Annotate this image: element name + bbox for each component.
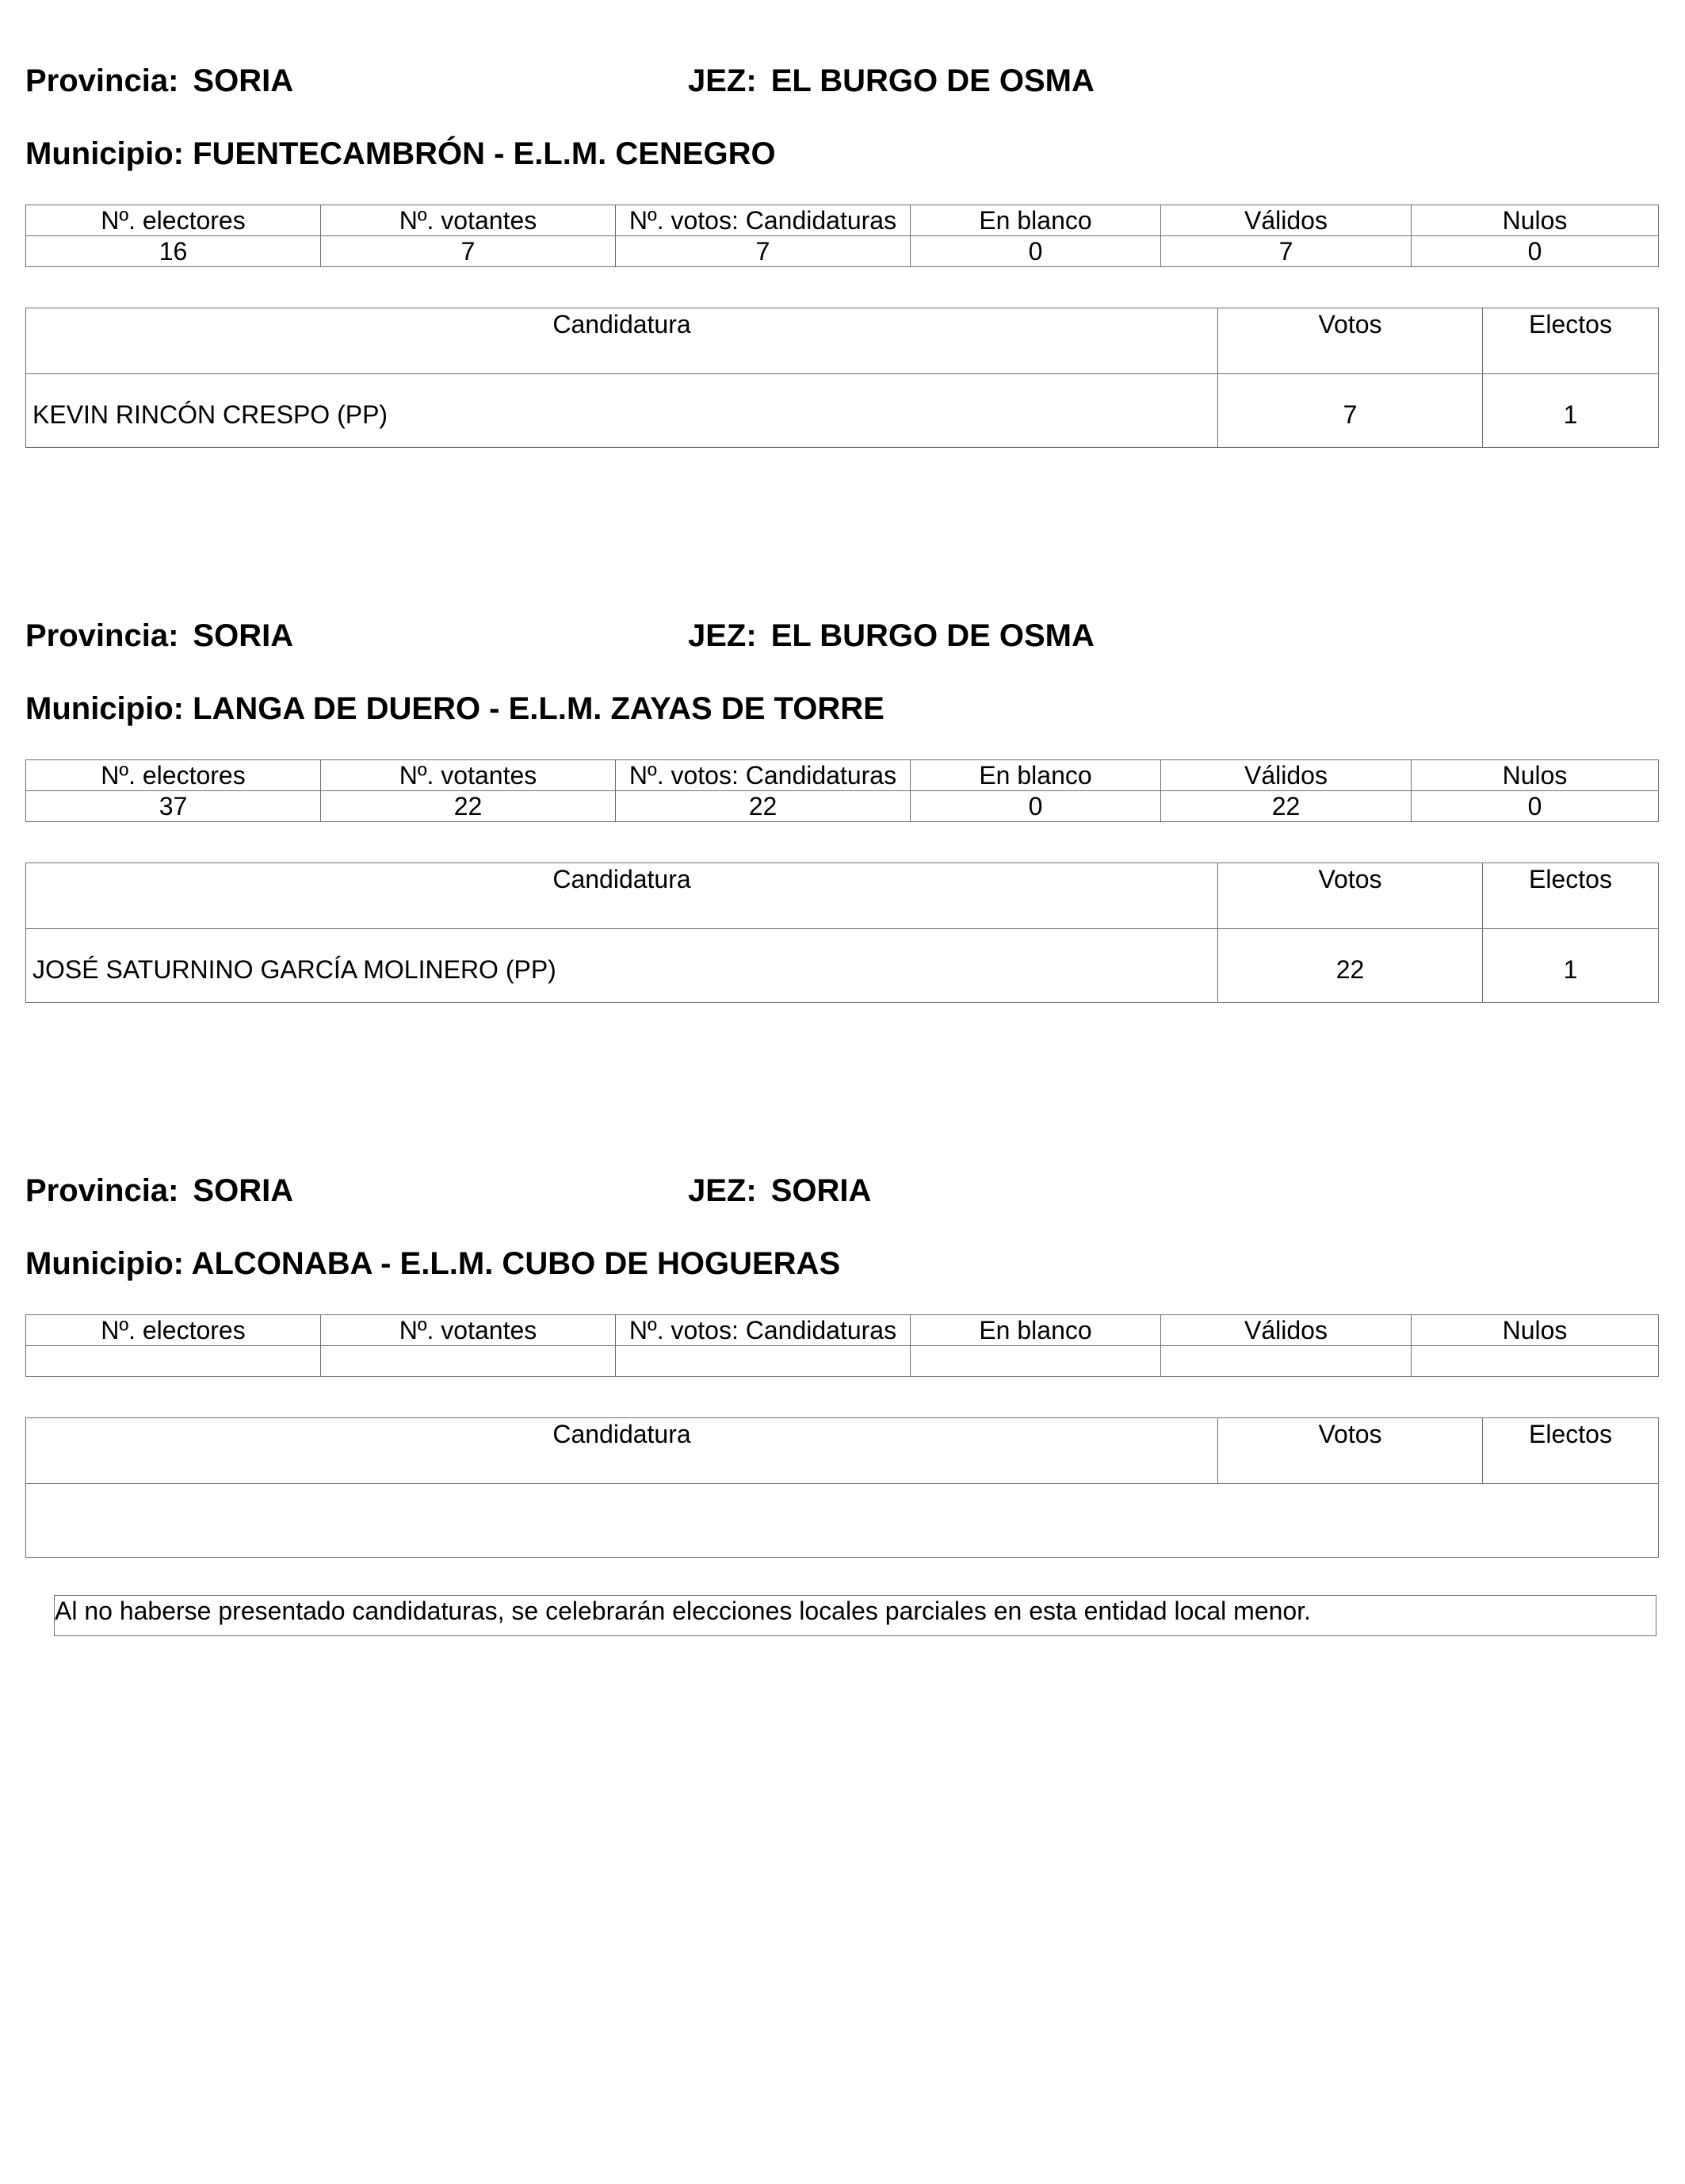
- candidate-votos: 22: [1218, 929, 1483, 1003]
- candidate-votos: 7: [1218, 374, 1483, 448]
- stats-header-electores: Nº. electores: [26, 205, 321, 236]
- stats-validos: 7: [1161, 236, 1412, 267]
- stats-header-votos-candidaturas: Nº. votos: Candidaturas: [616, 1315, 911, 1346]
- votos-header: Votos: [1218, 308, 1483, 374]
- stats-nulos: [1412, 1346, 1659, 1377]
- stats-table: [25, 205, 1659, 267]
- election-section-3: [25, 1110, 1658, 1585]
- stats-header-votos-candidaturas: Nº. votos: Candidaturas: [616, 760, 911, 791]
- stats-table: [25, 759, 1659, 822]
- provincia-value: SORIA: [193, 63, 294, 98]
- stats-validos: 22: [1161, 791, 1412, 822]
- stats-value-row: [26, 236, 1659, 267]
- jez-value: SORIA: [770, 1173, 872, 1208]
- stats-header-validos: Válidos: [1161, 1315, 1412, 1346]
- stats-validos: [1161, 1346, 1412, 1377]
- votos-header: Votos: [1218, 863, 1483, 929]
- provincia-label: Provincia:: [25, 1173, 179, 1208]
- stats-en-blanco: [911, 1346, 1161, 1377]
- stats-header-votos-candidaturas: Nº. votos: Candidaturas: [616, 205, 911, 236]
- stats-header-electores: Nº. electores: [26, 760, 321, 791]
- stats-header-en-blanco: En blanco: [911, 760, 1161, 791]
- stats-votantes: 7: [321, 236, 616, 267]
- candidates-header-row: [26, 863, 1659, 929]
- provincia-label: Provincia:: [25, 618, 179, 653]
- stats-header-votantes: Nº. votantes: [321, 1315, 616, 1346]
- candidatura-header: Candidatura: [26, 308, 1218, 374]
- jez-label: JEZ:: [688, 1173, 757, 1208]
- election-section-1: [25, 0, 1658, 476]
- stats-nulos: 0: [1412, 236, 1659, 267]
- stats-table: [25, 1314, 1659, 1377]
- candidates-table: [25, 1417, 1659, 1558]
- stats-votos-candidaturas: 7: [616, 236, 911, 267]
- stats-header-nulos: Nulos: [1412, 760, 1659, 791]
- electos-header: Electos: [1483, 308, 1659, 374]
- stats-header-validos: Válidos: [1161, 205, 1412, 236]
- candidatura-header: Candidatura: [26, 863, 1218, 929]
- candidate-row: [26, 374, 1659, 448]
- stats-electores: 37: [26, 791, 321, 822]
- municipio-value: LANGA DE DUERO - E.L.M. ZAYAS DE TORRE: [193, 691, 885, 726]
- provincia-line: [25, 618, 293, 653]
- jez-label: JEZ:: [688, 63, 757, 98]
- stats-header-row: [26, 1315, 1659, 1346]
- stats-nulos: 0: [1412, 791, 1659, 822]
- stats-value-row: [26, 1346, 1659, 1377]
- stats-electores: [26, 1346, 321, 1377]
- jez-line: [688, 63, 1095, 98]
- municipio-label: Municipio:: [25, 1246, 184, 1281]
- candidatura-header: Candidatura: [26, 1418, 1218, 1484]
- provincia-line: [25, 63, 293, 98]
- provincia-value: SORIA: [193, 618, 294, 653]
- stats-header-electores: Nº. electores: [26, 1315, 321, 1346]
- stats-header-votantes: Nº. votantes: [321, 205, 616, 236]
- stats-votos-candidaturas: 22: [616, 791, 911, 822]
- jez-line: [688, 1173, 871, 1208]
- stats-votantes: 22: [321, 791, 616, 822]
- jez-line: [688, 618, 1095, 653]
- stats-value-row: [26, 791, 1659, 822]
- candidate-row: [26, 1484, 1659, 1558]
- stats-en-blanco: 0: [911, 236, 1161, 267]
- candidate-electos: 1: [1483, 374, 1659, 448]
- candidates-header-row: [26, 308, 1659, 374]
- candidate-electos: 1: [1483, 929, 1659, 1003]
- electos-header: Electos: [1483, 1418, 1659, 1484]
- municipio-label: Municipio:: [25, 136, 184, 171]
- stats-header-nulos: Nulos: [1412, 1315, 1659, 1346]
- stats-header-row: [26, 205, 1659, 236]
- candidates-table: [25, 308, 1659, 448]
- jez-label: JEZ:: [688, 618, 757, 653]
- candidates-table: [25, 863, 1659, 1003]
- candidate-row: [26, 929, 1659, 1003]
- municipio-value: ALCONABA - E.L.M. CUBO DE HOGUERAS: [191, 1246, 841, 1281]
- stats-header-nulos: Nulos: [1412, 205, 1659, 236]
- electos-header: Electos: [1483, 863, 1659, 929]
- jez-value: EL BURGO DE OSMA: [770, 63, 1095, 98]
- note-box: Al no haberse presentado candidaturas, se celebrarán elecciones locales parciales en esta entidad local menor.: [54, 1595, 1656, 1636]
- candidate-name: KEVIN RINCÓN CRESPO (PP): [26, 374, 1218, 448]
- stats-header-votantes: Nº. votantes: [321, 760, 616, 791]
- stats-header-validos: Válidos: [1161, 760, 1412, 791]
- municipio-label: Municipio:: [25, 691, 184, 726]
- municipio-line: [25, 136, 776, 171]
- stats-electores: 16: [26, 236, 321, 267]
- municipio-line: [25, 1246, 840, 1281]
- votos-header: Votos: [1218, 1418, 1483, 1484]
- stats-header-en-blanco: En blanco: [911, 1315, 1161, 1346]
- stats-header-row: [26, 760, 1659, 791]
- provincia-label: Provincia:: [25, 63, 179, 98]
- stats-votantes: [321, 1346, 616, 1377]
- municipio-line: [25, 691, 885, 726]
- municipio-value: FUENTECAMBRÓN - E.L.M. CENEGRO: [193, 136, 776, 171]
- stats-header-en-blanco: En blanco: [911, 205, 1161, 236]
- stats-votos-candidaturas: [616, 1346, 911, 1377]
- candidate-name: JOSÉ SATURNINO GARCÍA MOLINERO (PP): [26, 929, 1218, 1003]
- stats-en-blanco: 0: [911, 791, 1161, 822]
- provincia-value: SORIA: [193, 1173, 294, 1208]
- jez-value: EL BURGO DE OSMA: [770, 618, 1095, 653]
- candidate-name-empty: [26, 1484, 1659, 1558]
- candidates-header-row: [26, 1418, 1659, 1484]
- election-section-2: [25, 555, 1658, 1031]
- provincia-line: [25, 1173, 293, 1208]
